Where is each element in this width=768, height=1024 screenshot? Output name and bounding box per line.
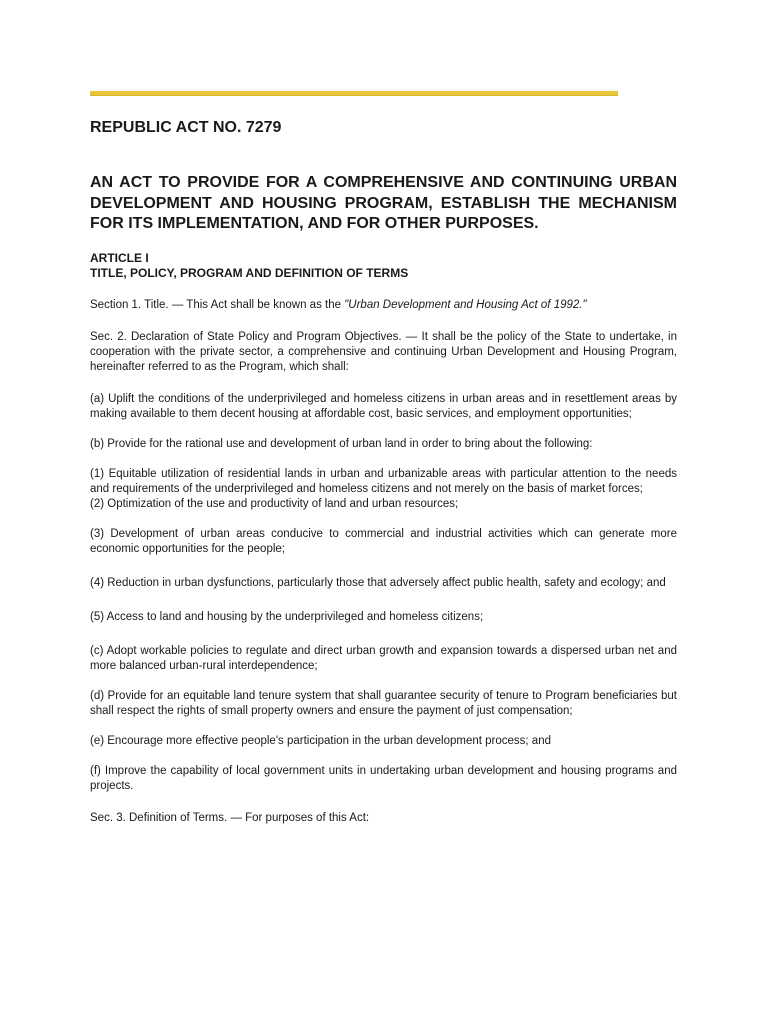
item-b1: (1) Equitable utilization of residential lands in urban and urbanizable areas with particular attention to the needs and requirements of the underprivileged and homeless citizens and not merely on the basis of market forces; xyxy=(90,467,677,495)
item-b5: (5) Access to land and housing by the underprivileged and homeless citizens; xyxy=(90,610,484,623)
act-number: REPUBLIC ACT NO. 7279 xyxy=(90,119,282,136)
item-c: (c) Adopt workable policies to regulate and direct urban growth and expansion towards a dispersed urban net and more balanced urban-rural interdependence; xyxy=(90,644,677,672)
item-b3: (3) Development of urban areas conducive to commercial and industrial activities which can generate more economic opportunities for the people; xyxy=(90,527,677,555)
item-b4: (4) Reduction in urban dysfunctions, particularly those that adversely affect public health, safety and ecology; and xyxy=(90,576,666,589)
section-1-quote: "Urban Development and Housing Act of 1992." xyxy=(344,298,587,311)
act-title: AN ACT TO PROVIDE FOR A COMPREHENSIVE AND CONTINUING URBAN DEVELOPMENT AND HOUSING PROGRAM, ESTABLISH THE MECHANISM FOR ITS IMPLEMENTATION, AND FOR OTHER PURPOSES. xyxy=(90,174,677,232)
section-2: Sec. 2. Declaration of State Policy and Program Objectives. — It shall be the policy of the State to undertake, in cooperation with the private sector, a comprehensive and continuing Urban Development and Housing Program, hereinafter referred to as the Program, which shall: xyxy=(90,330,677,373)
item-e: (e) Encourage more effective people's participation in the urban development process; and xyxy=(90,734,551,747)
item-b2: (2) Optimization of the use and productivity of land and urban resources; xyxy=(90,497,459,510)
item-b: (b) Provide for the rational use and development of urban land in order to bring about the following: xyxy=(90,437,593,450)
section-1-lead: Section 1. Title. — This Act shall be known as the xyxy=(90,298,345,311)
item-d: (d) Provide for an equitable land tenure system that shall guarantee security of tenure to Program beneficiaries but shall respect the rights of small property owners and ensure the payment of just compensation; xyxy=(90,689,677,717)
section-1 xyxy=(90,298,677,313)
section-3: Sec. 3. Definition of Terms. — For purposes of this Act: xyxy=(90,811,370,824)
item-f: (f) Improve the capability of local government units in undertaking urban development and housing programs and projects. xyxy=(90,764,677,792)
article-heading xyxy=(90,251,677,281)
header-rule xyxy=(90,91,618,96)
document-body xyxy=(90,118,677,840)
article-number: ARTICLE I xyxy=(90,250,149,265)
article-title: TITLE, POLICY, PROGRAM AND DEFINITION OF TERMS xyxy=(90,265,409,280)
item-a: (a) Uplift the conditions of the underprivileged and homeless citizens in urban areas and in resettlement areas by making available to them decent housing at affordable cost, basic services, and employment opportunities; xyxy=(90,392,677,420)
